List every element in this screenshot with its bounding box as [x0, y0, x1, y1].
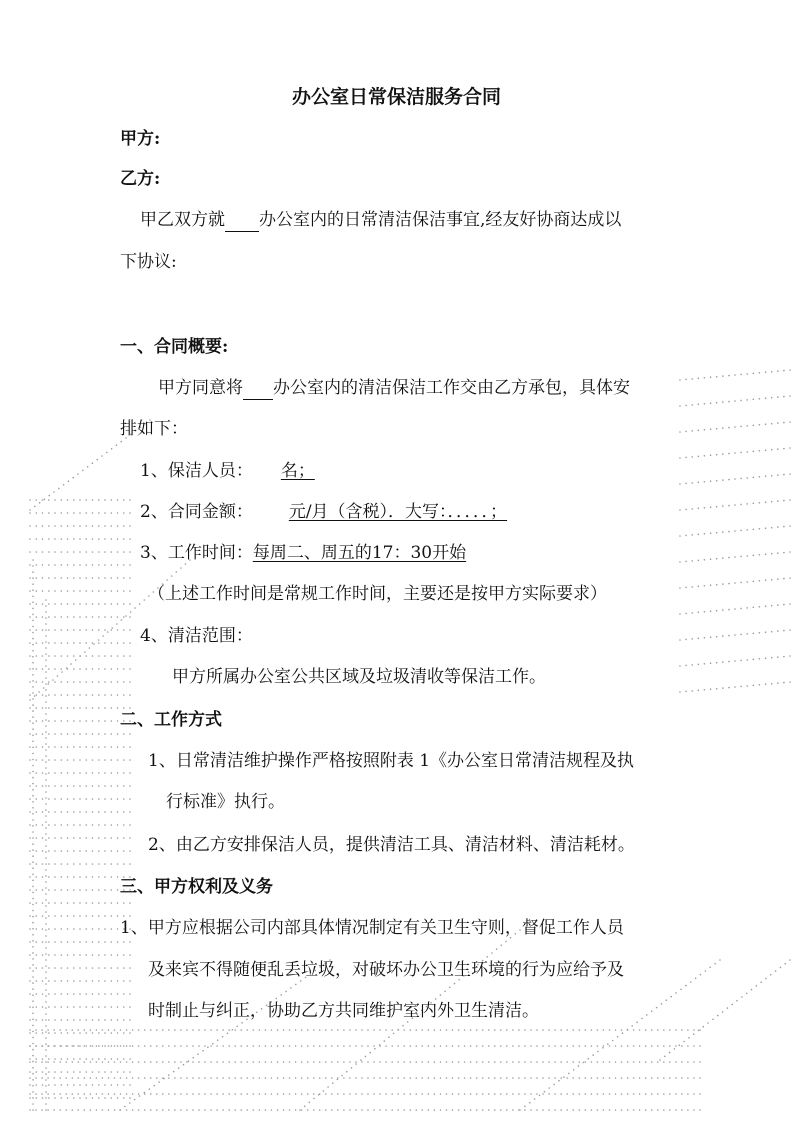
- section-1-para-line-2: 排如下：: [120, 419, 188, 439]
- document-title: 办公室日常保洁服务合同: [291, 86, 501, 108]
- s1-item-3-note: （上述工作时间是常规工作时间，主要还是按甲方实际要求）: [148, 584, 607, 604]
- s2-item-2: 2、由乙方安排保洁人员，提供清洁工具、清洁材料、清洁耗材。: [148, 835, 635, 855]
- s3-item-1-line-1: 1、甲方应根据公司内部具体情况制定有关卫生守则，督促工作人员: [120, 918, 624, 938]
- intro-line-2: 下协议:: [120, 252, 177, 272]
- s3-item-1-line-3: 时制止与纠正，协助乙方共同维护室内外卫生清洁。: [148, 1001, 539, 1021]
- s1-item-1-label: 1、保洁人员：: [140, 461, 253, 481]
- blank-underline: [225, 209, 259, 232]
- s1-item-3-value: 每周二、周五的17：30开始: [252, 543, 467, 563]
- s1-item-1: [140, 460, 315, 482]
- section-3-heading: 三、甲方权利及义务: [120, 877, 273, 897]
- party-b-label: 乙方:: [120, 169, 161, 189]
- s2-item-1-line-1: 1、日常清洁维护操作严格按照附表 1《办公室日常清洁规程及执: [148, 751, 635, 771]
- s1-text-pre: 甲方同意将: [158, 378, 243, 398]
- section-2-heading: 二、工作方式: [120, 710, 222, 730]
- s1-item-1-value: 名；: [280, 461, 315, 481]
- s1-item-4-text: 甲方所属办公室公共区域及垃圾清收等保洁工作。: [172, 667, 546, 687]
- s2-item-1-line-2: 行标准》执行。: [166, 792, 285, 812]
- s1-item-3: [140, 542, 466, 564]
- s1-text-post: 办公室内的清洁保洁工作交由乙方承包，具体安: [273, 378, 630, 398]
- intro-text-pre: 甲乙双方就: [140, 210, 225, 230]
- intro-text-post: 办公室内的日常清洁保洁事宜,经友好协商达成以: [259, 210, 622, 230]
- s1-item-2-value: 元/月（含税）．大写：．．．．．；: [288, 502, 508, 522]
- s1-item-2: [140, 501, 507, 523]
- section-1-heading: 一、合同概要:: [120, 337, 229, 357]
- party-a-label: 甲方:: [120, 129, 161, 149]
- s1-item-3-label: 3、工作时间：: [140, 543, 253, 563]
- s1-item-4-label: 4、清洁范围：: [140, 626, 253, 646]
- section-1-para-line-1: [158, 377, 630, 400]
- blank-underline: [243, 377, 273, 400]
- intro-line-1: [140, 209, 621, 232]
- s3-item-1-line-2: 及来宾不得随便乱丢垃圾，对破坏办公卫生环境的行为应给予及: [148, 960, 624, 980]
- s1-item-2-label: 2、合同金额：: [140, 502, 253, 522]
